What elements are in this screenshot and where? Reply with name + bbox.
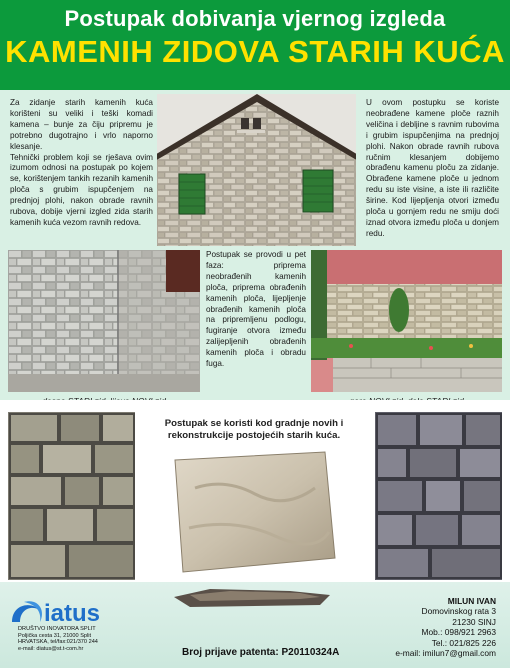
contact-block [395,596,496,658]
garden-wall-illustration [311,250,502,392]
stone-slab-photo [165,448,340,578]
stone-closeup-left [8,412,135,580]
stone-closeup-left-illustration [8,412,135,580]
left-para-2: Tehnički problem koji se rješava ovim izumom odnosi na postupak po kojem se, korištenjem tankih rezanih kamenih ploča s grubim ispupčenjem na prednjoj plohi, nakon obrade ravnih rubova, dobije vjerni izgled zida starih kamenih kuća vezom ravnih redova. [10,152,153,227]
stone-closeup-right-illustration [375,412,502,580]
middle-column-text: Postupak se provodi u pet faza: pripremа neobrađenih kamenih ploča, pripremа obrađenih kamenih ploča, lijepljenje obrađenih kamenih ploča na pripremljenu podlogu, fugiranje otvora između zalijepljenih obrađenih kamenih ploča i obradu fuga. [206,250,306,369]
center-title: Postupak se koristi kod gradnje novih i rekonstrukcije postojećih starih kuća. [164,418,344,441]
logo-line-1: Poljička cesta 31, 21000 Split [18,632,92,639]
header-title-line1: Postupak dobivanja vjernog izgleda [64,6,446,31]
contact-city: 21230 SINJ [452,616,496,627]
stone-slab-illustration [165,448,340,578]
right-column-text: U ovom postupku se koriste neobrađene kamene ploče raznih veličina i debljine s ravnim rubovima i grubim ispupčenjima na prednjoj plohi. Nakon obrade ravnih rubova ručnim klesanjem dobijemo obrađenu kamenu ploču za zidanje. Obrađene kamene ploče u jednom redu su iste visine, a iste ili različite širine. Kod lijepljenja otvori između ploča u gornjem redu ne smiju doći iznad otvora između ploča u donjem redu. [366,98,499,238]
contact-email[interactable]: e-mail: imilun7@gmail.com [395,648,496,659]
logo-line-2: HRVATSKA, tel/fax:021/370 244 [18,639,98,646]
thin-slab-illustration [170,585,335,609]
header-title-line2: KAMENIH ZIDOVA STARIH KUĆA [5,34,505,69]
patent-number: Broj prijave patenta: P20110324A [182,647,340,658]
contact-mobile: Mob.: 098/921 2963 [421,627,496,638]
contact-phone: Tel.: 021/825 226 [431,637,496,648]
left-para-1: Za zidanje starih kamenih kuća korišteni su veliki i teški komadi kamena – bunje za čiju pripremu je potrebno dugotrajno i vrlo naporno klesanje. [10,98,153,151]
thin-slab-photo [170,585,335,609]
logo-word: iatus [44,600,101,626]
interior-wall-illustration [8,250,200,392]
garden-wall-photo [311,250,502,392]
logo-line-0: DRUŠTVO INOVATORA SPLIT [18,626,96,632]
diatus-logo-mark [10,598,120,626]
house-illustration [157,94,356,246]
header-banner [0,0,510,90]
stone-closeup-right [375,412,502,580]
contact-name: MILUN IVAN [447,596,496,606]
logo-line-3: e-mail: diatus@st.t-com.hr [18,645,84,652]
logo-address [18,626,98,652]
house-photo [157,94,356,246]
interior-wall-photo [8,250,200,392]
left-column-text [10,98,153,229]
contact-street: Domovinskog rata 3 [421,606,496,617]
